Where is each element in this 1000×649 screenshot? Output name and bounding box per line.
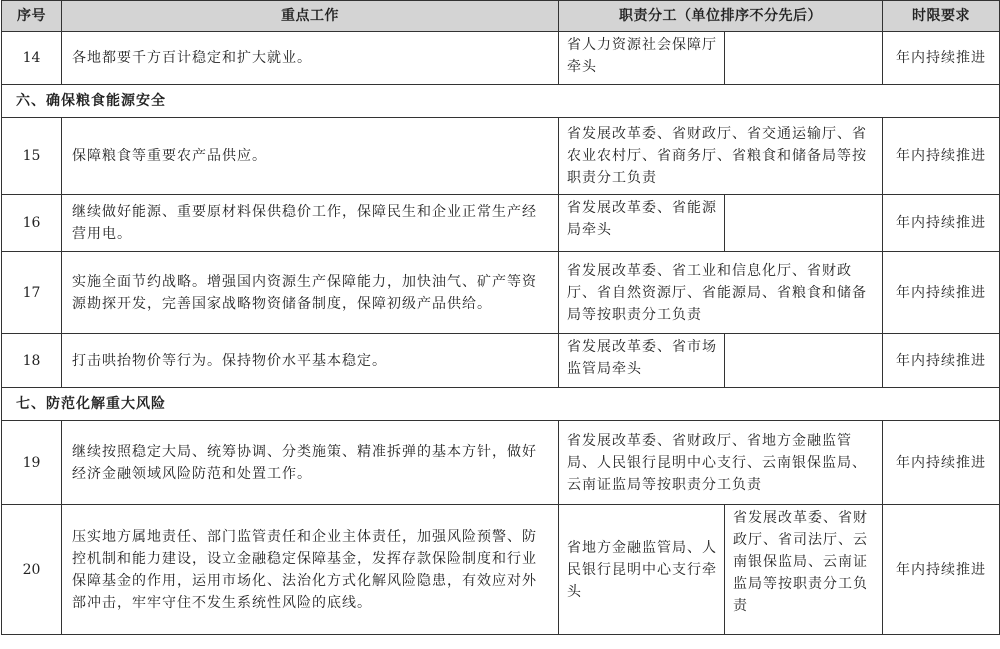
row-time-limit: 年内持续推进 — [883, 118, 1000, 195]
row-lead-unit: 省发展改革委、省市场监管局牵头 — [559, 334, 725, 388]
row-lead-unit: 省发展改革委、省能源局牵头 — [559, 195, 725, 252]
row-number: 17 — [2, 252, 62, 334]
section-row — [2, 388, 1000, 421]
row-number: 14 — [2, 32, 62, 85]
row-time-limit: 年内持续推进 — [883, 334, 1000, 388]
task-table — [1, 0, 1000, 635]
row-coop-unit — [725, 195, 883, 252]
table-row — [2, 505, 1000, 635]
row-work: 继续按照稳定大局、统筹协调、分类施策、精准拆弹的基本方针，做好经济金融领域风险防范和处置工作。 — [62, 421, 559, 505]
row-time-limit: 年内持续推进 — [883, 505, 1000, 635]
row-number: 15 — [2, 118, 62, 195]
row-work: 打击哄抬物价等行为。保持物价水平基本稳定。 — [62, 334, 559, 388]
table-row — [2, 421, 1000, 505]
row-coop-unit — [725, 32, 883, 85]
section-title: 六、确保粮食能源安全 — [2, 85, 1000, 118]
table-row — [2, 32, 1000, 85]
row-duty-units: 省发展改革委、省财政厅、省地方金融监管局、人民银行昆明中心支行、云南银保监局、云南证监局等按职责分工负责 — [559, 421, 883, 505]
row-work: 各地都要千方百计稳定和扩大就业。 — [62, 32, 559, 85]
row-time-limit: 年内持续推进 — [883, 195, 1000, 252]
table-row — [2, 252, 1000, 334]
header-no: 序号 — [2, 1, 62, 32]
row-lead-unit: 省人力资源社会保障厅牵头 — [559, 32, 725, 85]
row-coop-unit — [725, 334, 883, 388]
row-number: 19 — [2, 421, 62, 505]
table-row — [2, 118, 1000, 195]
table-header-row — [2, 1, 1000, 32]
row-duty-units: 省发展改革委、省财政厅、省交通运输厅、省农业农村厅、省商务厅、省粮食和储备局等按职责分工负责 — [559, 118, 883, 195]
row-duty-units: 省发展改革委、省工业和信息化厅、省财政厅、省自然资源厅、省能源局、省粮食和储备局等按职责分工负责 — [559, 252, 883, 334]
row-number: 20 — [2, 505, 62, 635]
row-work: 压实地方属地责任、部门监管责任和企业主体责任，加强风险预警、防控机制和能力建设，设立金融稳定保障基金，发挥存款保险制度和行业保障基金的作用，运用市场化、法治化方式化解风险隐患，有效应对外部冲击，牢牢守住不发生系统性风险的底线。 — [62, 505, 559, 635]
header-limit: 时限要求 — [883, 1, 1000, 32]
table-row — [2, 334, 1000, 388]
row-time-limit: 年内持续推进 — [883, 421, 1000, 505]
row-number: 16 — [2, 195, 62, 252]
row-work: 继续做好能源、重要原材料保供稳价工作，保障民生和企业正常生产经营用电。 — [62, 195, 559, 252]
header-duty: 职责分工（单位排序不分先后） — [559, 1, 883, 32]
section-row — [2, 85, 1000, 118]
row-work: 保障粮食等重要农产品供应。 — [62, 118, 559, 195]
header-work: 重点工作 — [62, 1, 559, 32]
row-time-limit: 年内持续推进 — [883, 252, 1000, 334]
row-work: 实施全面节约战略。增强国内资源生产保障能力，加快油气、矿产等资源勘探开发，完善国家战略物资储备制度，保障初级产品供给。 — [62, 252, 559, 334]
row-lead-unit: 省地方金融监管局、人民银行昆明中心支行牵头 — [559, 505, 725, 635]
row-number: 18 — [2, 334, 62, 388]
row-time-limit: 年内持续推进 — [883, 32, 1000, 85]
row-coop-unit: 省发展改革委、省财政厅、省司法厅、云南银保监局、云南证监局等按职责分工负责 — [725, 505, 883, 635]
table-row — [2, 195, 1000, 252]
section-title: 七、防范化解重大风险 — [2, 388, 1000, 421]
